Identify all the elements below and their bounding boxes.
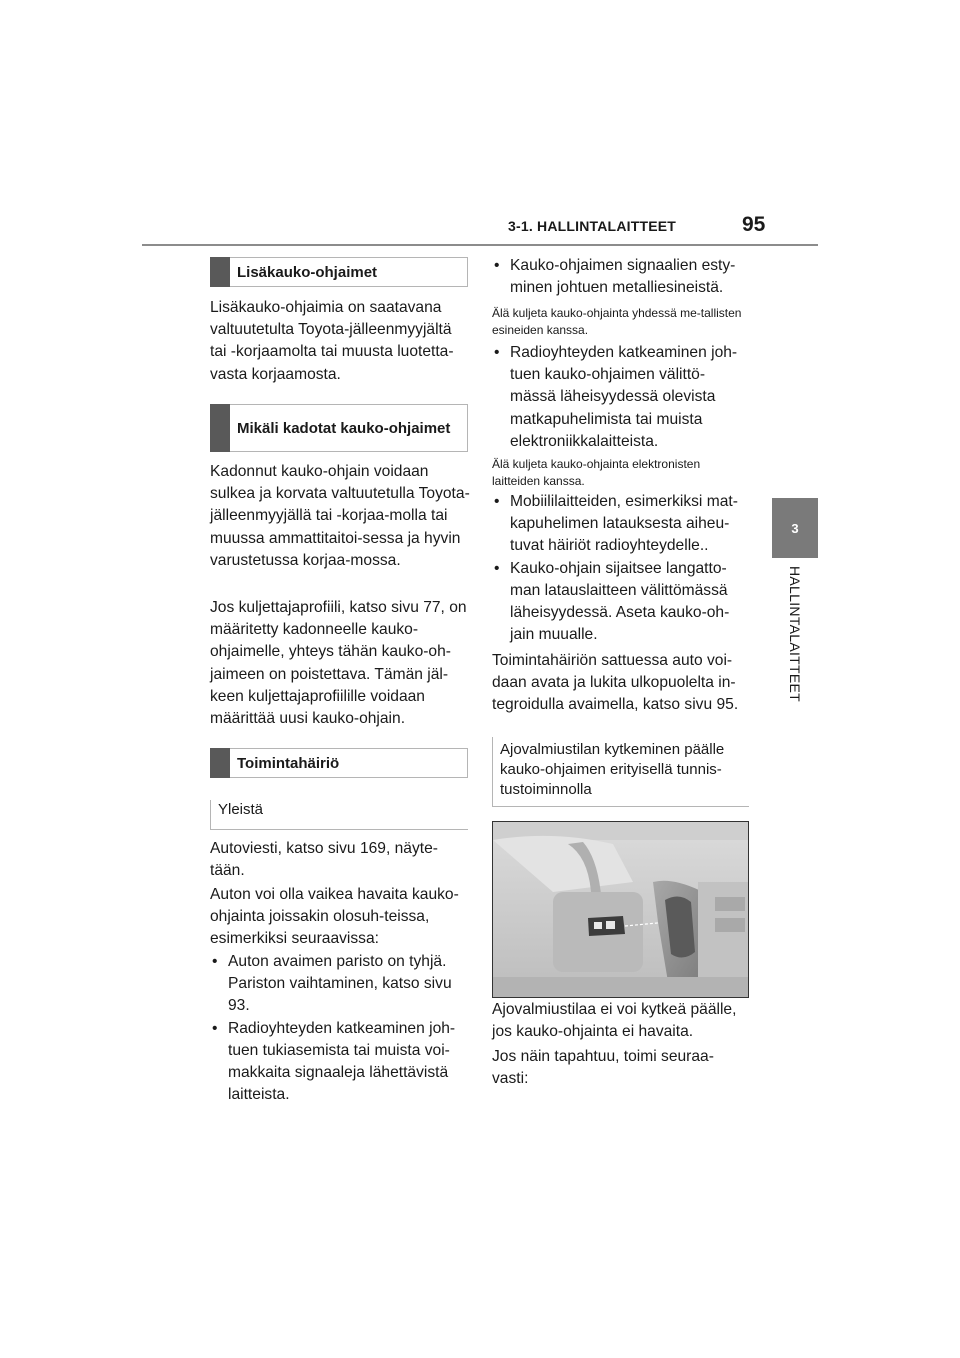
dashboard-illustration xyxy=(492,821,749,998)
paragraph-standby-unavailable: Ajovalmiustilaa ei voi kytkeä päälle, jos kauko-ohjainta ei havaita. xyxy=(492,1001,737,1041)
note-metal: Älä kuljeta kauko-ohjainta yhdessä me-tallisten esineiden kanssa. xyxy=(492,306,742,337)
section-heading-text: Toimintahäiriö xyxy=(237,754,340,772)
dashboard-drawing xyxy=(493,822,749,998)
list-item: • Mobiililaitteiden, esimerkiksi mat-kapuhelimen latauksesta aiheu-tuvat häiriöt radioyhteydelle.. xyxy=(492,491,750,558)
section-heading-lost-remotes xyxy=(210,404,468,452)
bullet-list-phones xyxy=(492,342,750,453)
list-item: • Kauko-ohjaimen signaalien esty-minen johtuen metalliesineistä. xyxy=(492,255,750,299)
paragraph-detection: Auton voi olla vaikea havaita kauko-ohjainta joissakin olosuh-teissa, esimerkiksi seuraavissa: xyxy=(210,886,459,948)
list-item: • Radioyhteyden katkeaminen joh-tuen tukiasemista tai muista voi-makkaita signaaleja lähettävistä laitteista. xyxy=(210,1018,472,1107)
chapter-title: 3-1. HALLINTALAITTEET xyxy=(508,218,677,234)
subheading-general: Yleistä xyxy=(210,800,468,830)
header-rule xyxy=(142,244,818,246)
bullet-list-causes xyxy=(210,951,472,1106)
list-item: • Radioyhteyden katkeaminen joh-tuen kauko-ohjaimen välittö-mässä läheisyydessä olevista matkapuhelimista tai muista elektroniikkalaitteista. xyxy=(492,342,750,453)
paragraph-car-message: Autoviesti, katso sivu 169, näyte-tään. xyxy=(210,840,438,880)
bullet-list-metal xyxy=(492,255,750,299)
section-heading-extra-remotes xyxy=(210,257,468,287)
bullet-list-charging xyxy=(492,491,750,646)
paragraph-if-happens: Jos näin tapahtuu, toimi seuraa-vasti: xyxy=(492,1048,714,1088)
note-electronics: Älä kuljeta kauko-ohjainta elektronisten laitteiden kanssa. xyxy=(492,457,701,488)
subheading-standby-activation: Ajovalmiustilan kytkeminen päälle kauko-ohjaimen erityisellä tunnis-tustoiminnolla xyxy=(492,737,749,807)
section-heading-malfunction xyxy=(210,748,468,778)
paragraph-lost-remote: Kadonnut kauko-ohjain voidaan sulkea ja korvata valtuutetulla Toyota-jälleenmyyjällä tai -korjaa-molla tai muussa ammattitaitoi-sessa ja hyvin varustetussa korjaa-mossa. xyxy=(210,463,470,569)
list-item: • Auton avaimen paristo on tyhjä. Pariston vaihtaminen, katso sivu 93. xyxy=(210,951,472,1018)
chapter-tab: 3 xyxy=(772,498,818,558)
paragraph-driver-profile: Jos kuljettajaprofiili, katso sivu 77, on määritetty kadonneelle kauko-ohjaimelle, yhteys tähän kauko-oh-jaimeen on poistettava. Tämän jäl-keen kuljettajaprofiilille voidaan määrittää uusi kauko-ohjain. xyxy=(210,599,467,728)
section-heading-text: Mikäli kadotat kauko-ohjaimet xyxy=(237,419,451,437)
chapter-vertical-label: HALLINTALAITTEET xyxy=(787,566,803,703)
section-heading-text: Lisäkauko-ohjaimet xyxy=(237,263,378,281)
paragraph-integrated-key: Toimintahäiriön sattuessa auto voi-daan avata ja lukita ulkopuolelta in-tegroidulla avaimella, katso sivu 95. xyxy=(492,652,739,714)
paragraph-extra-remotes: Lisäkauko-ohjaimia on saatavana valtuutetulta Toyota-jälleenmyyjältä tai -korjaamolta tai muusta luotetta-vasta korjaamosta. xyxy=(210,299,454,383)
list-item: • Kauko-ohjain sijaitsee langatto-man latauslaitteen välittömässä läheisyydessä. Aseta kauko-oh-jain muualle. xyxy=(492,558,750,647)
page-number: 95 xyxy=(742,213,766,236)
